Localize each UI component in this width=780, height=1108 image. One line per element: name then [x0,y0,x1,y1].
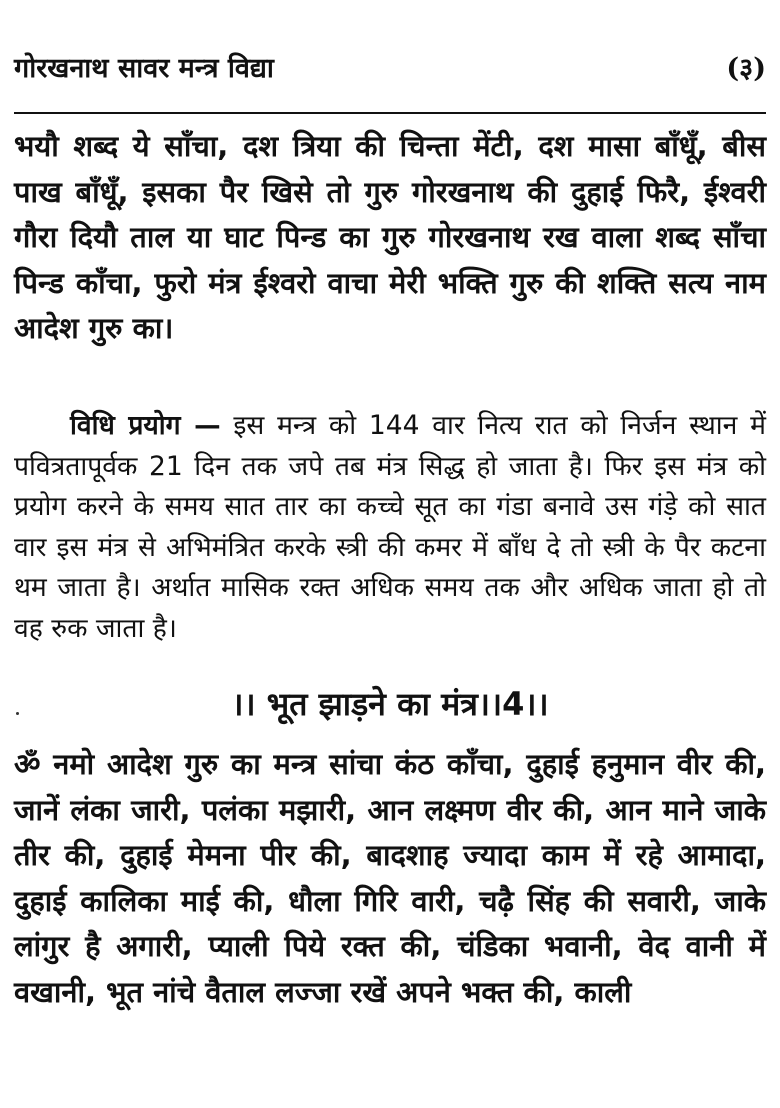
vidhi-text: इस मन्त्र को 144 वार नित्य रात को निर्जन स्थान में पवित्रतापूर्वक 21 दिन तक जपे तब मंत्र सिद्ध हो जाता है। फिर इस मंत्र को प्रयोग करने के समय सात तार का कच्चे सूत का गंडा बनावे उस गंड़े को सात वार इस मंत्र से अभिमंत्रित करके स्त्री की कमर में बाँध दे तो स्त्री के पैर कटना थम जाता है। अर्थात मासिक रक्त अधिक समय तक और अधिक जाता हो तो वह रुक जाता है। [14,410,766,644]
vidhi-prayog-paragraph [14,406,766,649]
running-title: गोरखनाथ सावर मन्त्र विद्या [14,52,274,84]
page-number: (३) [726,52,766,84]
mantra-continuation-paragraph: भयौ शब्द ये साँचा, दश त्रिया की चिन्ता मेंटी, दश मासा बाँधूँ, बीस पाख बाँधूँ, इसका पैर खिसे तो गुरु गोरखनाथ की दुहाई फिरै, ईश्वरी गौरा दियौ ताल या घाट पिन्ड का गुरु गोरखनाथ रख वाला शब्द साँचा पिन्ड काँचा, फुरो मंत्र ईश्वरो वाचा मेरी भक्ति गुरु की शक्ति सत्य नाम आदेश गुरु का। [14,129,766,345]
vidhi-label: विधि प्रयोग — [70,410,221,441]
section-heading: ।। भूत झाड़ने का मंत्र।।4।। [231,685,549,723]
header-rule [14,112,766,114]
page-header [14,44,766,88]
book-page [14,0,766,1108]
mantra-4-paragraph: ॐ नमो आदेश गुरु का मन्त्र सांचा कंठ काँचा, दुहाई हनुमान वीर की, जानें लंका जारी, पलंका मझारी, आन लक्ष्मण वीर की, आन माने जाके तीर की, दुहाई मेमना पीर की, बादशाह ज्यादा काम में रहे आमादा, दुहाई कालिका माई की, धौला गिरि वारी, चढ़ै सिंह की सवारी, जाके लांगुर है अगारी, प्याली पिये रक्त की, चंडिका भवानी, वेद वानी में वखानी, भूत नांचे वैताल लज्जा रखें अपने भक्त की, काली [14,747,766,1009]
